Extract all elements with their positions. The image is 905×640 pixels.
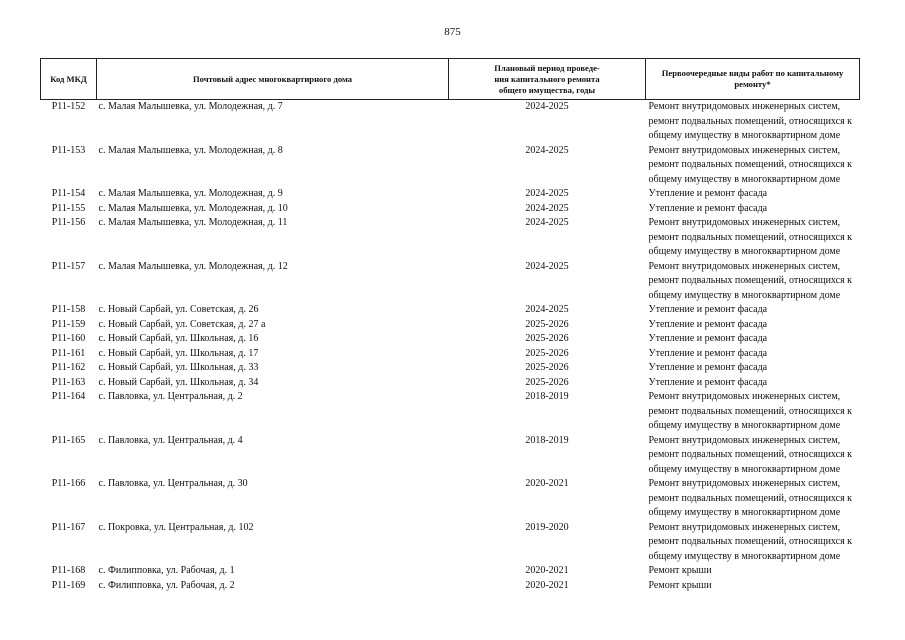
header-period-line: общего имущества, годы <box>498 84 596 95</box>
row-works-line: общему имуществу в многоквартирном доме <box>648 289 841 301</box>
row-works-line: Утепление и ремонт фасада <box>648 376 768 388</box>
row-works-line: Ремонт внутридомовых инженерных систем, <box>648 144 841 156</box>
row-address: с. Филипповка, ул. Рабочая, д. 1 <box>98 565 235 576</box>
row-address: с. Покровка, ул. Центральная, д. 102 <box>98 521 254 533</box>
row-period: 2024-2025 <box>525 217 569 228</box>
row-code: Р11-168 <box>51 565 86 576</box>
row-code: Р11-164 <box>51 391 86 402</box>
row-code: Р11-153 <box>51 144 86 156</box>
row-code: Р11-156 <box>51 217 86 228</box>
row-period: 2025-2026 <box>525 347 569 359</box>
row-works <box>646 332 860 347</box>
header-period <box>449 59 646 100</box>
row-works <box>646 100 860 144</box>
table-row <box>41 361 860 376</box>
row-works-line: ремонт подвальных помещений, относящихся к <box>648 492 853 504</box>
row-address: с. Павловка, ул. Центральная, д. 2 <box>98 391 243 402</box>
table-row <box>41 187 860 202</box>
table-row <box>41 521 860 565</box>
row-period: 2020-2021 <box>525 579 569 591</box>
row-works-line: Ремонт внутридомовых инженерных систем, <box>648 217 841 228</box>
header-works <box>646 59 860 100</box>
row-works <box>646 216 860 260</box>
row-period: 2024-2025 <box>525 260 569 272</box>
header-period-line: Плановый период проведе- <box>494 62 600 73</box>
row-works-line: Ремонт внутридомовых инженерных систем, <box>648 434 841 446</box>
row-code: Р11-159 <box>51 318 86 330</box>
row-code: Р11-160 <box>51 333 86 344</box>
row-works-line: ремонт подвальных помещений, относящихся к <box>648 449 853 460</box>
row-period: 2025-2026 <box>525 376 569 388</box>
row-works-line: общему имуществу в многоквартирном доме <box>648 550 841 562</box>
row-works <box>646 144 860 188</box>
table-body <box>41 100 860 594</box>
row-code: Р11-169 <box>51 579 86 591</box>
header-address: Почтовый адрес многоквартирного дома <box>97 59 449 100</box>
row-works-line: Утепление и ремонт фасада <box>648 304 768 315</box>
row-code: Р11-162 <box>51 362 86 373</box>
row-works <box>646 477 860 521</box>
row-works <box>646 361 860 376</box>
row-address: с. Малая Малышевка, ул. Молодежная, д. 10 <box>98 202 288 214</box>
row-works-line: Ремонт крыши <box>648 565 712 576</box>
table-row <box>41 390 860 434</box>
row-code: Р11-167 <box>51 521 86 533</box>
table-row <box>41 144 860 188</box>
row-code: Р11-161 <box>51 347 86 359</box>
row-address: с. Павловка, ул. Центральная, д. 4 <box>98 434 243 446</box>
table-row <box>41 434 860 478</box>
row-works-line: общему имуществу в многоквартирном доме <box>648 420 841 431</box>
row-code: Р11-165 <box>51 434 86 446</box>
row-works <box>646 390 860 434</box>
row-period: 2025-2026 <box>525 362 569 373</box>
row-address: с. Новый Сарбай, ул. Школьная, д. 33 <box>98 362 259 373</box>
table-row <box>41 303 860 318</box>
row-address: с. Новый Сарбай, ул. Советская, д. 26 <box>98 304 259 315</box>
row-works-line: Ремонт внутридомовых инженерных систем, <box>648 101 841 112</box>
row-address: с. Новый Сарбай, ул. Школьная, д. 34 <box>98 376 259 388</box>
row-works-line: общему имуществу в многоквартирном доме <box>648 130 841 141</box>
row-period: 2020-2021 <box>525 565 569 576</box>
row-works <box>646 303 860 318</box>
row-address: с. Малая Малышевка, ул. Молодежная, д. 7 <box>98 101 283 112</box>
header-works-line: Первоочередные виды работ по капитальному <box>661 68 844 78</box>
row-period: 2018-2019 <box>525 434 569 446</box>
row-address: с. Малая Малышевка, ул. Молодежная, д. 8 <box>98 144 283 156</box>
row-works <box>646 260 860 304</box>
table-row <box>41 202 860 217</box>
row-works <box>646 347 860 362</box>
row-works-line: ремонт подвальных помещений, относящихся к <box>648 275 853 286</box>
row-works <box>646 202 860 217</box>
row-period: 2024-2025 <box>525 304 569 315</box>
row-works-line: Утепление и ремонт фасада <box>648 188 768 199</box>
header-code: Код МКД <box>41 59 97 100</box>
row-code: Р11-157 <box>51 260 86 272</box>
row-address: с. Малая Малышевка, ул. Молодежная, д. 9 <box>98 188 283 199</box>
capital-repair-table <box>40 58 860 593</box>
row-code: Р11-152 <box>51 101 86 112</box>
row-works-line: Утепление и ремонт фасада <box>648 362 768 373</box>
row-works <box>646 521 860 565</box>
row-works-line: Утепление и ремонт фасада <box>648 202 768 214</box>
table-row <box>41 216 860 260</box>
row-address: с. Павловка, ул. Центральная, д. 30 <box>98 478 248 489</box>
row-works-line: Ремонт внутридомовых инженерных систем, <box>648 478 841 489</box>
row-period: 2024-2025 <box>525 202 569 214</box>
row-period: 2025-2026 <box>525 333 569 344</box>
row-period: 2020-2021 <box>525 478 569 489</box>
row-works-line: ремонт подвальных помещений, относящихся к <box>648 405 853 417</box>
row-works <box>646 579 860 594</box>
row-works-line: общему имуществу в многоквартирном доме <box>648 463 841 475</box>
row-works-line: общему имуществу в многоквартирном доме <box>648 507 841 518</box>
table-header-row <box>41 59 860 100</box>
row-works-line: ремонт подвальных помещений, относящихся к <box>648 536 853 547</box>
table-row <box>41 579 860 594</box>
row-works-line: Ремонт внутридомовых инженерных систем, <box>648 391 841 402</box>
table-row <box>41 376 860 391</box>
row-works-line: Утепление и ремонт фасада <box>648 347 768 359</box>
row-address: с. Филипповка, ул. Рабочая, д. 2 <box>98 579 235 591</box>
row-period: 2025-2026 <box>525 318 569 330</box>
row-works-line: Ремонт крыши <box>648 579 712 591</box>
row-works-line: ремонт подвальных помещений, относящихся к <box>648 231 853 243</box>
row-code: Р11-155 <box>51 202 86 214</box>
row-period: 2024-2025 <box>525 144 569 156</box>
table-row <box>41 100 860 144</box>
row-works <box>646 564 860 579</box>
table-row <box>41 347 860 362</box>
row-works-line: общему имуществу в многоквартирном доме <box>648 173 841 185</box>
row-works-line: ремонт подвальных помещений, относящихся к <box>648 159 853 170</box>
row-works-line: Утепление и ремонт фасада <box>648 333 768 344</box>
table-row <box>41 564 860 579</box>
row-works-line: Утепление и ремонт фасада <box>648 318 768 330</box>
row-period: 2018-2019 <box>525 391 569 402</box>
row-address: с. Малая Малышевка, ул. Молодежная, д. 11 <box>98 217 288 228</box>
row-address: с. Малая Малышевка, ул. Молодежная, д. 12 <box>98 260 288 272</box>
row-code: Р11-163 <box>51 376 86 388</box>
row-address: с. Новый Сарбай, ул. Советская, д. 27 а <box>98 318 266 330</box>
row-works-line: ремонт подвальных помещений, относящихся к <box>648 115 853 127</box>
header-works-line: ремонту* <box>734 79 771 89</box>
row-period: 2019-2020 <box>525 521 569 533</box>
table-row <box>41 318 860 333</box>
header-period-line: ния капитального ремонта <box>494 73 600 84</box>
row-code: Р11-166 <box>51 478 86 489</box>
table-row <box>41 260 860 304</box>
row-address: с. Новый Сарбай, ул. Школьная, д. 16 <box>98 333 259 344</box>
row-works <box>646 376 860 391</box>
row-period: 2024-2025 <box>525 101 569 112</box>
row-code: Р11-154 <box>51 188 86 199</box>
page-number: 875 <box>444 26 461 38</box>
row-address: с. Новый Сарбай, ул. Школьная, д. 17 <box>98 347 259 359</box>
row-works-line: Ремонт внутридомовых инженерных систем, <box>648 260 841 272</box>
row-works <box>646 187 860 202</box>
row-works <box>646 434 860 478</box>
table-row <box>41 477 860 521</box>
row-code: Р11-158 <box>51 304 86 315</box>
row-works <box>646 318 860 333</box>
table-row <box>41 332 860 347</box>
row-works-line: Ремонт внутридомовых инженерных систем, <box>648 521 841 533</box>
row-period: 2024-2025 <box>525 188 569 199</box>
row-works-line: общему имуществу в многоквартирном доме <box>648 246 841 257</box>
